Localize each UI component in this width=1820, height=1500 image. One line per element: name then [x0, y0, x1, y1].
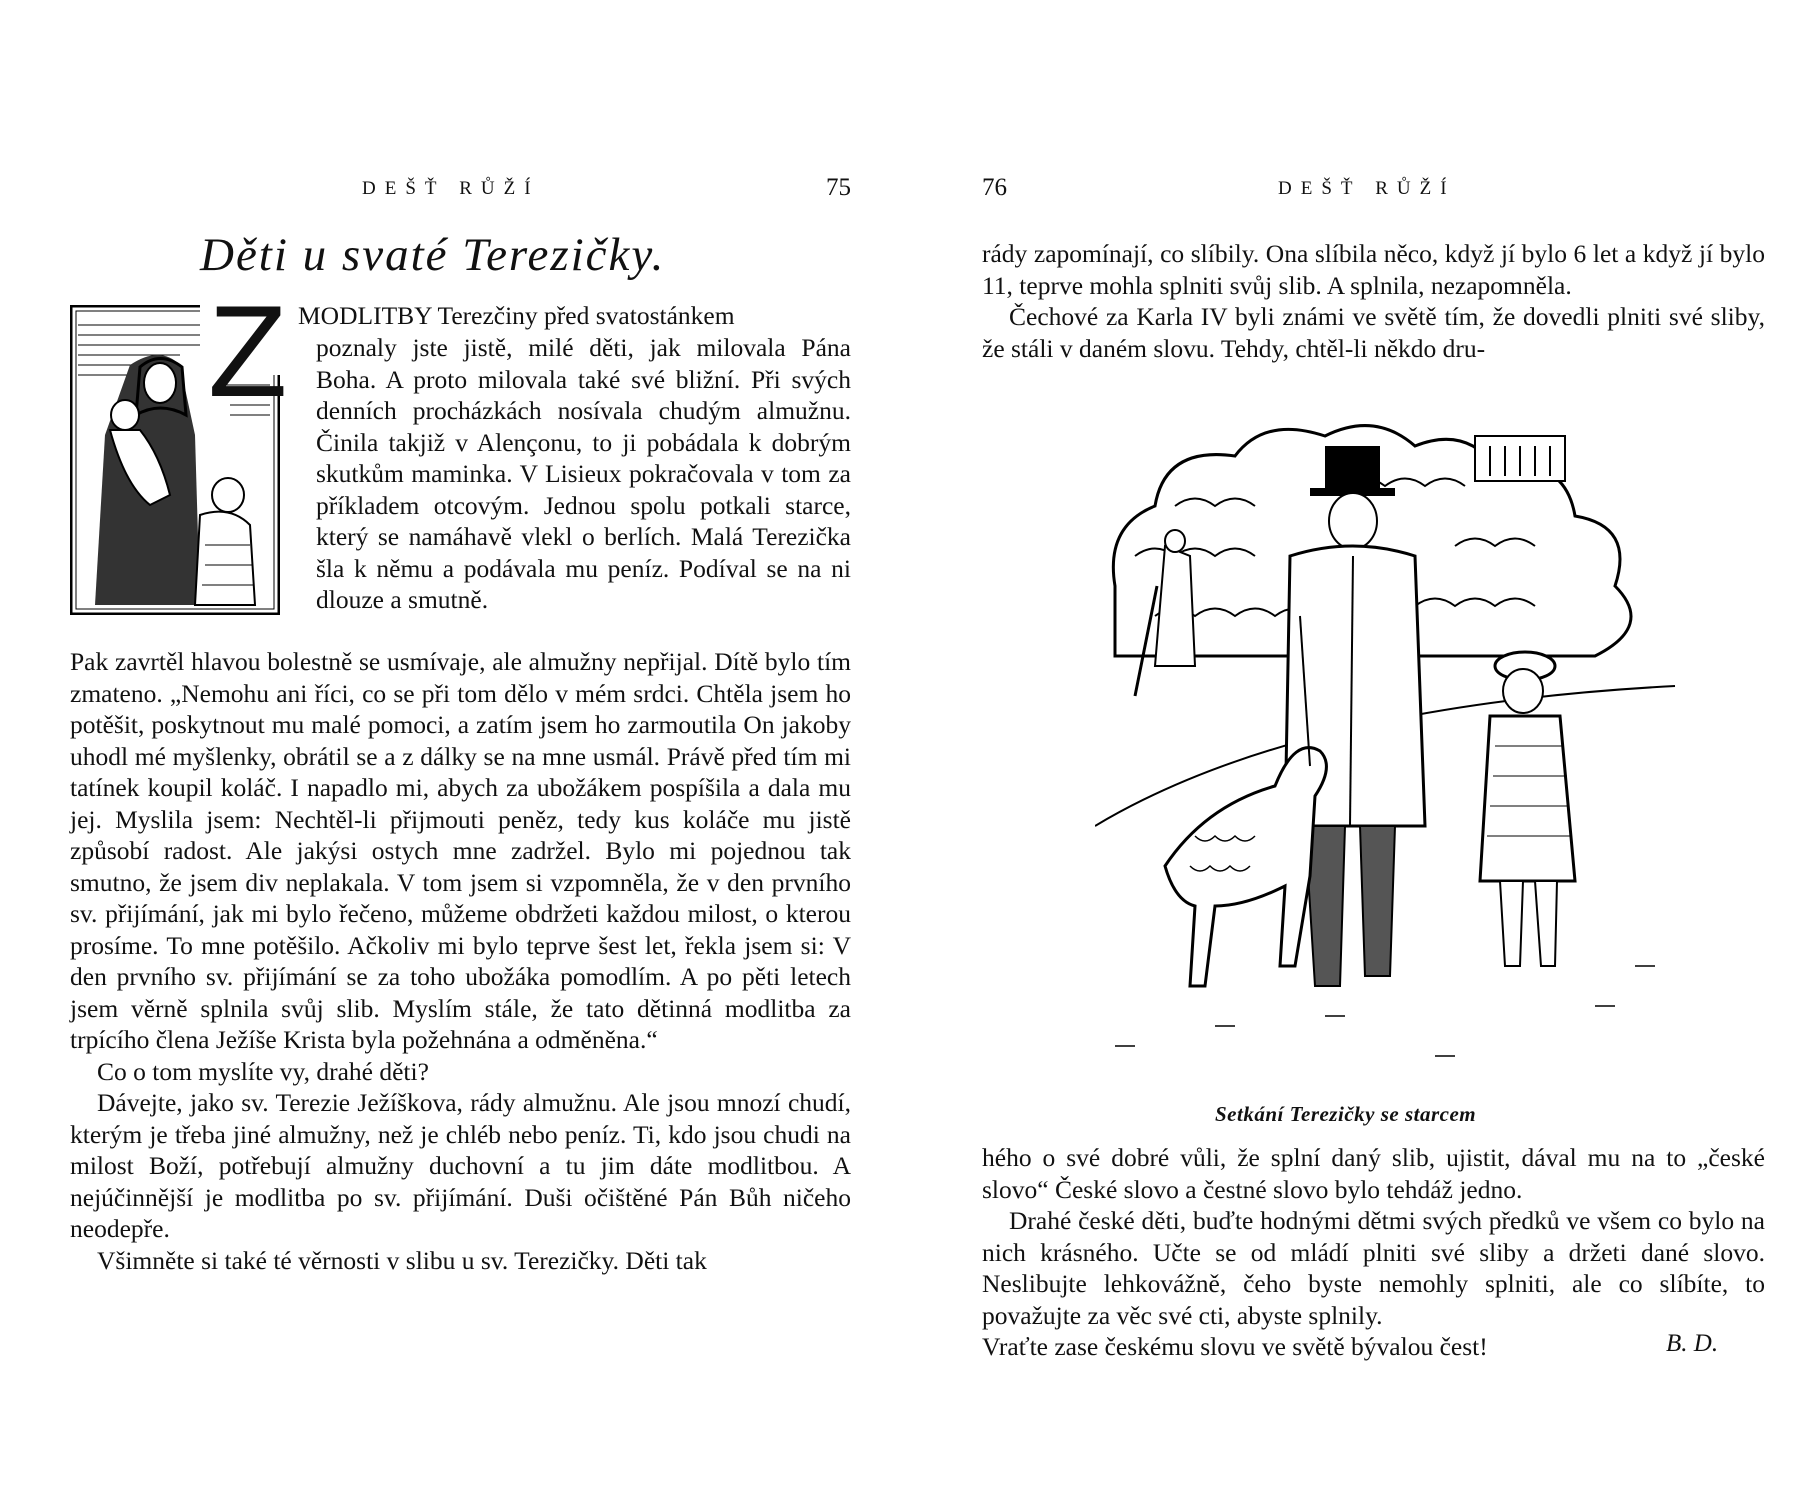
- page-number-right: 76: [982, 174, 1007, 201]
- paragraph-last-line: Vraťte zase českému slovu ve světě bývalou čest!: [982, 1332, 1488, 1361]
- paragraph: Pak zavrtěl hlavou bolestně se usmívaje, ale almužny nepřijal. Dítě bylo tím zmateno. „Nemohu ani říci, co se při tom dělo v mém srdci. Chtěla jsem ho potěšit, poskytnout mu malé pomoci, a zatím jsem ho zarmoutila On jakoby uhodl mé myšlenky, obrátil se a z dálky se na mne usmál. Právě před tím mi tatínek koupil koláč. I napadlo mi, abych za ubožákem pospíšila a dala mu jej. Myslila jsem: Nechtěl-li přijmouti peněz, tedy kus koláče mu jistě způsobí radost. Ale jakýsi ostych mne zadržel. Bylo mi pojednou tak smutno, že jsem div neplakala. V tom jsem si vzpomněla, že v den prvního sv. přijímání, jak mi bylo řečeno, můžeme obdržeti každou milost, o kterou prosíme. To mne potěšilo. Ačkoliv mi bylo teprve šest let, řekla jsem si: V den prvního sv. přijímání se za toho ubožáka pomodlím. A po pěti letech jsem věrně splnila svůj slib. Myslím stále, že tato dětinná modlitba za trpícího člena Ježíše Krista byla požehnána a odměněna.“: [70, 647, 851, 1054]
- lead-paragraph: [316, 332, 851, 616]
- right-bottom-text: [982, 1142, 1765, 1363]
- running-head-left: DEŠŤ RŮŽÍ: [362, 178, 540, 199]
- right-page: [910, 0, 1820, 1500]
- chapter-title: Děti u svaté Terezičky.: [200, 229, 666, 281]
- paragraph: hého o své dobré vůli, že splní daný slib, ujistit, dával mu na to „české slovo“ České slovo a čestné slovo bylo tehdáž jedno.: [982, 1143, 1765, 1204]
- paragraph: Co o tom myslíte vy, drahé děti?: [97, 1056, 429, 1086]
- paragraph: Dávejte, jako sv. Terezie Ježíškova, rády almužnu. Ale jsou mnozí chudí, kterým je třeba jiné almužny, než je chléb nebo peníz. Ti, kdo jsou chudi na milost Boží, potřebují almužny duchovní a tu jim dáte modlitbou. A nejúčinnější je modlitba po sv. přijímání. Duši očištěné Pán Bůh ničeho neodepře.: [70, 1088, 851, 1243]
- page-number-left: 75: [826, 174, 851, 201]
- paragraph: rády zapomínají, co slíbily. Ona slíbila něco, když jí bylo 6 let a když jí bylo 11, teprve mohla splniti svůj slib. A splnila, nezapomněla.: [982, 239, 1765, 300]
- paragraph: Drahé české děti, buďte hodnými dětmi svých předků ve všem co bylo na nich krásného. Učte se od mládí plniti své sliby a držeti dané slovo. Neslibujte lehkovážně, čeho byste nemohly splniti, ale co slíbíte, to považujte za věc své cti, abyste splnily.: [982, 1206, 1765, 1330]
- left-body-text: [70, 646, 851, 1276]
- old-man-girl-dog-illustration: [1095, 406, 1695, 1091]
- paragraph: Čechové za Karla IV byli známi ve světě tím, že dovedli plniti své sliby, že stáli v daném slovu. Tehdy, chtěl-li někdo dru-: [982, 302, 1765, 363]
- illustration-caption: Setkání Terezičky se starcem: [1215, 1102, 1477, 1126]
- drop-cap: Z: [208, 278, 288, 424]
- lead-first-line: MODLITBY Terezčiny před svatostánkem: [298, 301, 735, 330]
- paragraph: Všimněte si také té věrnosti v slibu u sv. Terezičky. Děti tak: [97, 1245, 707, 1275]
- right-top-text: [982, 238, 1765, 364]
- running-head-right: DEŠŤ RŮŽÍ: [1278, 178, 1456, 199]
- lead-paragraph-text: poznaly jste jistě, milé děti, jak milovala Pána Boha. A proto milovala také své bližní. Při svých denních procházkách nosívala chudým almužnu. Činila takjiž v Alençonu, to ji pobádala k dobrým skutkům maminka. V Lisieux pokračovala v tom za příkladem otcovým. Jednou spolu potkali starce, který se namáhavě vlekl o berlích. Malá Terezička šla k němu a podávala mu peníz. Podíval se na ni dlouze a smutně.: [316, 333, 851, 614]
- author-signature: B. D.: [1666, 1330, 1719, 1357]
